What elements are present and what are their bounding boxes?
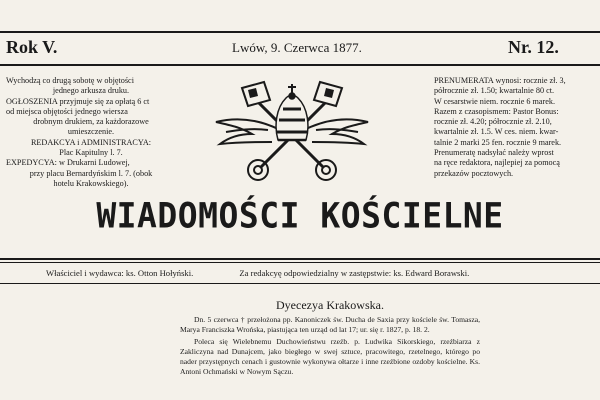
info-line: OGŁOSZENIA przyjmuje się za opłatą 6 ct — [6, 96, 150, 106]
info-line: Wychodzą co drugą sobotę w objętości — [6, 76, 134, 85]
newspaper-masthead: WIADOMOŚCI KOŚCIELNE — [96, 195, 504, 236]
subscription-info — [434, 76, 600, 179]
info-line: Prenumeratę nadsyłać należy wprost — [434, 148, 554, 158]
info-line: przy placu Bernardyńskim l. 7. (obok — [29, 168, 153, 178]
info-line: na ręce redaktora, najlepiej za pomocą — [434, 158, 560, 168]
header-rule — [0, 64, 600, 66]
info-line: drobnym drukiem, za każdorazowe — [33, 117, 149, 127]
info-line: PRENUMERATA wynosi: rocznie zł. 3, — [434, 76, 566, 85]
article-paragraph: Poleca się Wielebnemu Duchowieństwu rzeźb. p. Ludwika Sikorskiego, rzeźbiarza z Zakliczyna nad Dunajcem, jako biegłego w swej sztuce, pracowitego, rzetelnego, którego po nader przystępnych cenach i gustownie wykonywa ołtarze i inne rzeźbione ozdoby kościelne. Ks. Antoni Ochmański w Nowym Sączu. — [180, 337, 480, 376]
issue-number: Nr. 12. — [508, 37, 559, 57]
editor-credit: Za redakcyę odpowiedzialny w zastępstwie: ks. Edward Borawski. — [239, 268, 470, 278]
info-line: EXPEDYCYA: w Drukarni Ludowej, — [6, 158, 130, 168]
info-line: Plac Kapitulny l. 7. — [59, 148, 123, 158]
info-line: Razem z czasopismem: Pastor Bonus: — [434, 106, 559, 116]
info-line: talnie 2 marki 25 fen. rocznie 9 marek. — [434, 137, 562, 147]
info-line: jednego arkusza druku. — [52, 86, 130, 96]
masthead-rule-thin — [0, 262, 600, 263]
info-line: kwartalnie zł. 1.5. W ces. niem. kwar- — [434, 127, 559, 137]
info-line: hotelu Krakowskiego). — [53, 178, 129, 188]
info-line: umieszczenie. — [67, 127, 115, 137]
article — [180, 298, 480, 379]
article-title: Dyecezya Krakowska. — [276, 298, 384, 312]
info-line: przekazów pocztowych. — [434, 168, 514, 178]
owners-line — [46, 268, 600, 278]
info-line: rocznie zł. 4.20; półrocznie zł. 2.10, — [434, 117, 552, 127]
publication-info — [6, 76, 176, 189]
info-line: od miejsca objętości jednego wiersza — [6, 106, 128, 116]
article-paragraph: Dn. 5 czerwca † przełożona pp. Kanoniczek św. Ducha de Saxia przy kościele św. Tomasza, Marya Franciszka Wrońska, piastująca ten urząd od lat 17; ur. się r. 1827, p. 18. 2. — [180, 315, 480, 334]
volume-number: Rok V. — [6, 37, 58, 57]
masthead-rule-thick — [0, 258, 600, 260]
owners-rule — [0, 283, 600, 284]
info-line: W cesarstwie niem. rocznie 6 marek. — [434, 96, 556, 106]
papal-emblem-icon — [212, 70, 372, 188]
info-line: REDAKCYA i ADMINISTRACYA: — [30, 137, 152, 147]
place-date: Lwów, 9. Czerwca 1877. — [232, 40, 362, 55]
publisher-credit: Właściciel i wydawca: ks. Otton Hołyński. — [46, 268, 194, 278]
info-line: półrocznie zł. 1.50; kwartalnie 80 ct. — [434, 86, 555, 96]
top-rule — [0, 31, 600, 33]
